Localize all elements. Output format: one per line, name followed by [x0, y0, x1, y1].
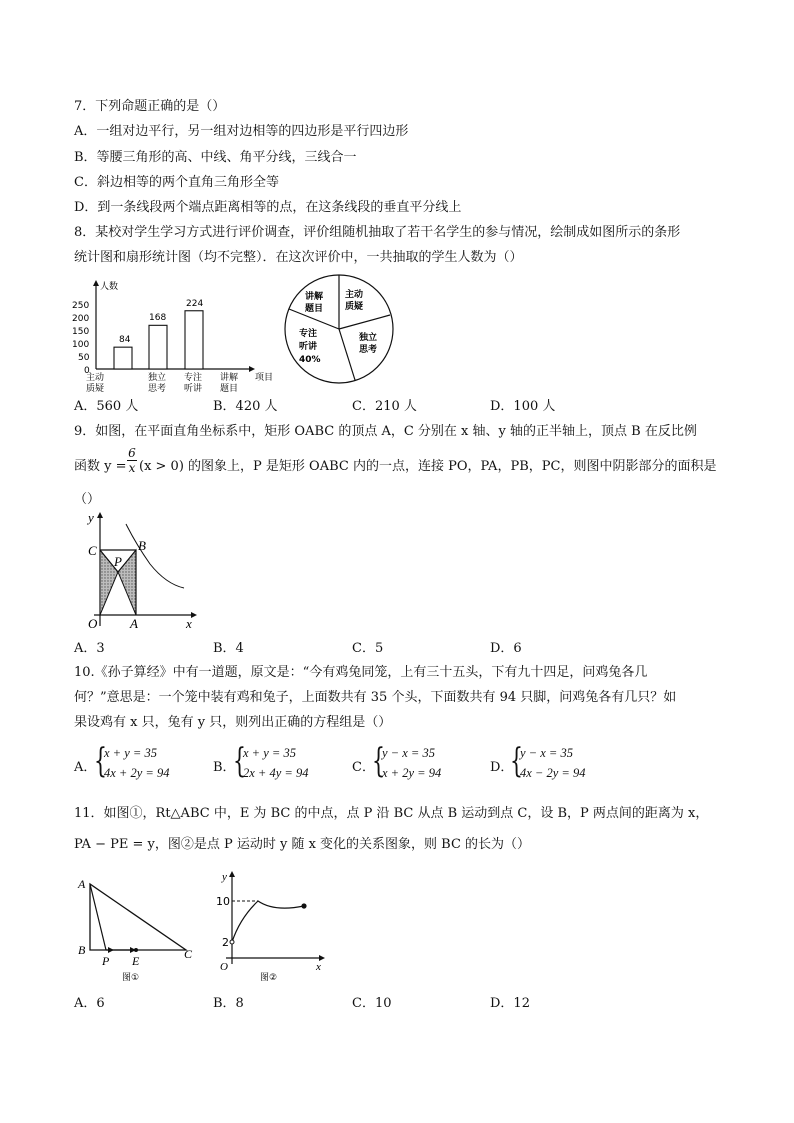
- q10-option-a-eq2: 4x + 2y = 94: [104, 766, 170, 780]
- q11-end-point: [301, 903, 306, 908]
- q9-label-p: P: [114, 554, 122, 569]
- q10-option-a-eq1: x + y = 35: [104, 746, 157, 760]
- q11-start-point: [230, 940, 234, 944]
- q9-line2-b: (x > 0) 的图象上，P 是矩形 OABC 内的一点，连接 PO，PA，PB，PC，则图中阴影部分的面积是: [139, 459, 717, 474]
- pie-s1-l2: 题目: [305, 304, 324, 314]
- bar-cat1-l1: 主动: [86, 373, 105, 383]
- q9-option-d: D．6: [490, 641, 522, 656]
- q9-label-b: B: [138, 538, 146, 553]
- q11-line1: 11．如图①，Rt△ABC 中，E 为 BC 的中点，点 P 沿 BC 从点 B 运动到点 C，设 B，P 两点间的距离为 x，: [74, 806, 709, 821]
- q8-option-a: A．560 人: [74, 399, 139, 414]
- bar-cat4-l1: 讲解: [220, 373, 239, 383]
- bar-2: [149, 325, 167, 369]
- q10-option-b-eq1: x + y = 35: [243, 746, 296, 760]
- pie-s2-l1: 主动: [345, 290, 364, 300]
- q7-stem: 7．下列命题正确的是（）: [74, 99, 226, 114]
- bar-tick-100: 100: [72, 340, 90, 350]
- bar-tick-150: 150: [72, 327, 90, 337]
- q9-line2-a: 函数 y =: [74, 459, 127, 474]
- q9-frac-den: x: [128, 461, 136, 475]
- q10-option-d-label: D．: [490, 760, 514, 775]
- bar-cat2-l1: 独立: [148, 373, 167, 383]
- q11-label-a: A: [78, 877, 86, 891]
- q9-line3: （）: [74, 492, 101, 507]
- q11-option-b: B．8: [213, 996, 244, 1011]
- q8-option-b: B．420 人: [213, 399, 278, 414]
- q8-bar-chart: [72, 272, 282, 397]
- pie-s3-l2: 思考: [359, 345, 378, 355]
- q8-option-c: C．210 人: [352, 399, 417, 414]
- q9-fraction: [127, 446, 137, 475]
- q10-option-c-eq2: x + 2y = 94: [382, 766, 442, 780]
- q11-label-e: E: [132, 954, 140, 968]
- q8-pie-chart: [283, 273, 398, 388]
- bar-3: [185, 311, 203, 369]
- q11-fig2-caption: 图②: [260, 973, 278, 983]
- bar-1: [114, 347, 132, 369]
- q11-figure2: [212, 866, 332, 988]
- q11-option-d: D．12: [490, 996, 530, 1011]
- pie-s1-l1: 讲解: [305, 292, 324, 302]
- bar-y-title: 人数: [100, 282, 119, 292]
- q11-label-y: y: [222, 871, 227, 883]
- q11-label-10: 10: [216, 895, 230, 908]
- q7-option-b: B．等腰三角形的高、中线、角平分线，三线合一: [74, 150, 357, 165]
- q8-stem-line2: 统计图和扇形统计图（均不完整）．在这次评价中，一共抽取的学生人数为（）: [74, 250, 523, 265]
- q9-option-a: A．3: [74, 641, 105, 656]
- q10-option-a-label: A．: [74, 760, 97, 775]
- pie-s4-l2: 听讲: [299, 342, 318, 352]
- bar-tick-250: 250: [72, 301, 90, 311]
- q11-label-o: O: [220, 961, 228, 973]
- q9-x-arrow: [191, 612, 197, 618]
- q11-arrow-1: [108, 947, 114, 953]
- q9-figure: [80, 508, 200, 633]
- q10-option-d-brace: {: [510, 741, 523, 781]
- q7-option-c: C．斜边相等的两个直角三角形全等: [74, 175, 279, 190]
- q9-y-arrow: [97, 512, 103, 518]
- q10-option-c-label: C．: [352, 760, 375, 775]
- q11-label-x: x: [316, 961, 321, 973]
- q9-frac-num: 6: [128, 446, 136, 460]
- q10-option-c-brace: {: [372, 741, 385, 781]
- bar-cat1-l2: 质疑: [86, 384, 105, 394]
- q11-y-arrow: [229, 871, 235, 877]
- pie-s2-l2: 质疑: [345, 302, 364, 312]
- bar-label-224: 224: [186, 299, 204, 309]
- bar-x-arrow: [249, 366, 255, 372]
- q9-label-x: x: [186, 616, 192, 631]
- q10-line3: 果设鸡有 x 只，兔有 y 只，则列出正确的方程组是（）: [74, 715, 392, 730]
- pie-s3-l1: 独立: [359, 333, 378, 343]
- q11-option-c: C．10: [352, 996, 392, 1011]
- q10-option-d-eq1: y − x = 35: [520, 746, 573, 760]
- pie-s4-l1: 专注: [299, 329, 318, 339]
- q9-label-y: y: [88, 510, 94, 525]
- q10-option-a-brace: {: [94, 741, 107, 781]
- pie-s4-pct: 40%: [299, 355, 321, 365]
- q7-option-d: D．到一条线段两个端点距离相等的点，在这条线段的垂直平分线上: [74, 200, 462, 215]
- q11-label-2: 2: [222, 936, 229, 949]
- q11-fig1-caption: 图①: [122, 973, 140, 983]
- q9-label-a: A: [130, 616, 138, 631]
- bar-label-168: 168: [149, 313, 167, 323]
- q11-label-p: P: [102, 954, 110, 968]
- q8-stem-line1: 8．某校对学生学习方式进行评价调查，评价组随机抽取了若干名学生的参与情况，绘制成如图所示的条形: [74, 225, 681, 240]
- bar-y-arrow: [93, 280, 99, 286]
- q9-option-c: C．5: [352, 641, 384, 656]
- bar-tick-0: 0: [84, 366, 90, 376]
- q11-figure1: [74, 868, 202, 986]
- bar-label-84: 84: [119, 335, 131, 345]
- q9-label-o: O: [88, 616, 98, 631]
- bar-cat3-l2: 听讲: [184, 384, 203, 394]
- q10-line1: 10.《孙子算经》中有一道题，原文是：“今有鸡兔同笼，上有三十五头，下有九十四足，问鸡兔各几: [74, 665, 648, 680]
- q10-option-b-eq2: 2x + 4y = 94: [243, 766, 309, 780]
- q10-option-c-eq1: y − x = 35: [382, 746, 435, 760]
- q11-triangle: [90, 884, 186, 950]
- bar-tick-200: 200: [72, 314, 90, 324]
- q9-option-b: B．4: [213, 641, 244, 656]
- q11-option-a: A．6: [74, 996, 105, 1011]
- q10-option-d-eq2: 4x − 2y = 94: [520, 766, 586, 780]
- q11-line2: PA − PE = y，图②是点 P 运动时 y 随 x 变化的关系图象，则 BC 的长为（）: [74, 837, 531, 852]
- q9-line1: 9．如图，在平面直角坐标系中，矩形 OABC 的顶点 A，C 分别在 x 轴、y 轴的正半轴上，顶点 B 在反比例: [74, 424, 697, 439]
- q7-option-a: A．一组对边平行，另一组对边相等的四边形是平行四边形: [74, 124, 409, 139]
- bar-cat4-l2: 题目: [220, 384, 239, 394]
- bar-x-title: 项目: [255, 373, 274, 383]
- q11-point-e: [134, 948, 138, 952]
- q11-label-b: B: [78, 943, 86, 957]
- q8-option-d: D．100 人: [490, 399, 556, 414]
- bar-cat2-l2: 思考: [148, 384, 167, 394]
- q10-option-b-label: B．: [213, 760, 236, 775]
- q11-curve: [232, 901, 304, 942]
- q9-label-c: C: [88, 543, 97, 558]
- q10-option-b-brace: {: [233, 741, 246, 781]
- bar-tick-50: 50: [78, 353, 90, 363]
- bar-cat3-l1: 专注: [184, 373, 203, 383]
- q10-line2: 何？”意思是：一个笼中装有鸡和兔子，上面数共有 35 个头，下面数共有 94 只脚，问鸡兔各有几只？如: [74, 690, 677, 705]
- q11-label-c: C: [184, 947, 193, 961]
